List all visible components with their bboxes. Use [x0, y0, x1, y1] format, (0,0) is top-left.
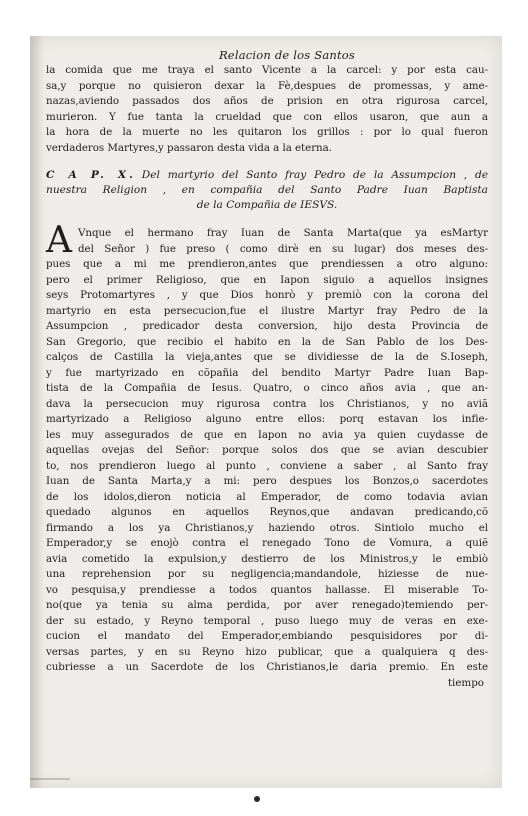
text-line: nazas,aviendo passados dos años de prision en otra rigurosa carcel,: [46, 95, 488, 107]
text-line: Assumpcion , predicador desta conversion, hijo desta Provincia de: [46, 320, 488, 332]
chapter-heading-line: nuestra Religion , en compañia del Santo Padre Iuan Baptista: [46, 184, 488, 196]
chapter-heading: [46, 168, 488, 213]
text-line: martyrizado a Religioso alguno entre ellos: porq estavan los infie-: [46, 413, 488, 425]
text-line: Vnque el hermano fray Iuan de Santa Marta(que ya esMartyr: [78, 227, 488, 239]
text-line: vo pesquisa,y prendiesse a todos quantos hallasse. El miserable To-: [46, 583, 488, 596]
text-line: sa,y porque no quisieron dexar la Fè,despues de promessas, y ame-: [46, 79, 488, 92]
text-line: verdaderos Martyres,y passaron desta vida a la eterna.: [46, 141, 332, 154]
text-line: seys Protomartyres , y que Dios honrò y premiò con la corona del: [46, 289, 488, 301]
chapter-heading-line: de la Compañia de IESVS.: [196, 199, 338, 211]
text-line: der su estado, y Reyno temporal , puso luego muy de veras en exe-: [46, 614, 488, 627]
text-line: San Gregorio, que recibio el habito en la de San Pablo de los Des-: [46, 335, 488, 348]
paragraph-1: [46, 63, 488, 156]
chapter-label: C A P. X.: [46, 169, 136, 181]
ink-smudge: [254, 796, 260, 802]
text-line: del Señor ) fue preso ( como dirè en su lugar) dos meses des-: [78, 242, 488, 255]
text-line: to, nos prendieron luego al punto , conviene a saber , al Santo fray: [46, 459, 488, 472]
text-line: cucion el mandato del Emperador,embiando pesquisidores por di-: [46, 630, 488, 642]
text-line: Iuan de Santa Marta,y a mi: pero despues los Bonzos,o sacerdotes: [46, 475, 488, 487]
text-line: cubriesse a un Sacerdote de los Christianos,le daria premio. En este: [46, 661, 488, 673]
catchword: tiempo: [447, 676, 484, 689]
page-edge-mark: [30, 778, 70, 780]
text-line: y fue martyrizado en cõpañia del bendito Martyr Padre Iuan Bap-: [46, 366, 488, 379]
chapter-title-part: Del martyrio del Santo fray Pedro de la Assumpcion , de: [141, 169, 488, 181]
text-line: tista de la Compañia de Iesus. Quatro, o cinco años avia , que an-: [46, 382, 488, 394]
binding-gutter: [30, 36, 44, 788]
text-line: aquellas ovejas del Señor: porque solos dos que se avian descubier: [46, 444, 488, 456]
text-line: dava la persecucion muy rigurosa contra los Christianos, y no aviã: [46, 397, 488, 410]
drop-cap-initial: A: [46, 220, 72, 261]
text-line: una reprehension por su negligencia;mandandole, hiziesse de nue-: [46, 568, 488, 580]
text-line: versas partes, y en su Reyno hizo publicar, que a qualquiera q des-: [46, 645, 488, 658]
text-line: la comida que me traya el santo Vicente a la carcel: y por esta cau-: [46, 64, 488, 76]
text-line: la hora de la muerte no les quitaron los grillos : por lo qual fueron: [46, 126, 488, 138]
text-line: no(que ya tenia su alma perdida, por aver renegado)temiendo per-: [46, 599, 488, 611]
paragraph-2: [46, 220, 488, 676]
text-line: Emperador,y se enojò contra el renegado Tono de Vomura, a quiẽ: [46, 537, 488, 549]
text-line: de los idolos,dieron noticia al Emperador, de como todavia avian: [46, 490, 488, 503]
text-line: murieron. Y fue tanta la crueldad que con ellos usaron, que aun a: [46, 110, 488, 123]
text-line: pero el primer Religioso, que en Iapon siguio a aquellos insignes: [46, 273, 488, 286]
text-line: pues que a mi me prendieron,antes que prendiessen a otro alguno:: [46, 258, 488, 270]
text-line: martyrio en esta persecucion,fue el ilustre Martyr fray Pedro de la: [46, 304, 488, 317]
page-text: [46, 47, 488, 691]
text-line: quedado algunos en aquellos Reynos,que andavan predicando,cõ: [46, 506, 488, 518]
text-line: calços de Castilla la vieja,antes que se dividiesse de la de S.Ioseph,: [46, 351, 488, 363]
text-line: firmando a los ya Christianos,y haziendo otros. Sintiolo mucho el: [46, 521, 488, 534]
running-head: Relacion de los Santos: [218, 48, 356, 62]
text-line: avia cometido la expulsion,y destierro de los Ministros,y le embiò: [46, 552, 488, 565]
text-line: les muy assegurados de que en Iapon no avia ya quien cuydasse de: [46, 428, 488, 441]
chapter-heading-line: [46, 168, 488, 183]
